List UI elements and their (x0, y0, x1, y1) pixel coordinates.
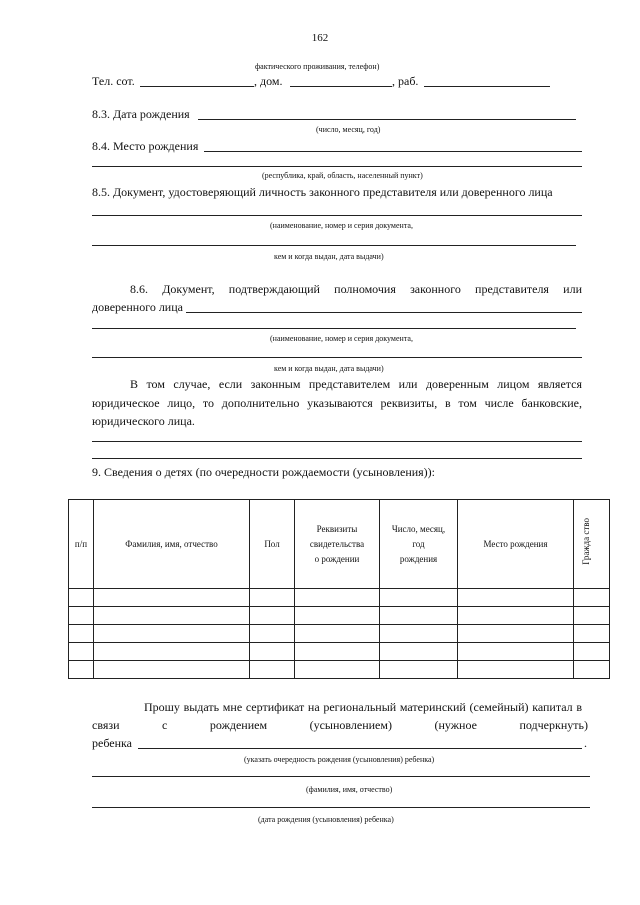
table-cell[interactable] (574, 625, 610, 643)
legal-entity-line-1: В том случае, если законным представителем или доверенным лицом является (130, 377, 582, 391)
table-row (69, 643, 610, 661)
table-cell[interactable] (458, 643, 574, 661)
table-row (69, 589, 610, 607)
child-order-hint: (указать очередность рождения (усыновления) ребенка) (244, 755, 435, 764)
request-word: подчеркнуть) (519, 718, 588, 732)
children-section-title: 9. Сведения о детях (по очередности рождаемости (усыновления)): (92, 465, 436, 479)
birth-place-label: 8.4. Место рождения (92, 139, 199, 153)
table-cell[interactable] (295, 625, 380, 643)
request-word: рождением (209, 718, 268, 732)
request-word: (усыновлением) (309, 718, 392, 732)
header-place: Место рождения (458, 500, 574, 589)
table-cell[interactable] (250, 661, 295, 679)
legal-entity-field-2[interactable] (92, 458, 582, 459)
authority-doc-hint-2: кем и когда выдан, дата выдачи) (274, 364, 384, 373)
children-table-header (69, 500, 610, 589)
table-cell[interactable] (69, 661, 94, 679)
birth-place-field[interactable] (204, 151, 582, 152)
authority-doc-field[interactable] (186, 312, 582, 313)
header-fio: Фамилия, имя, отчество (94, 500, 250, 589)
identity-doc-field-2[interactable] (92, 245, 576, 246)
table-cell[interactable] (94, 643, 250, 661)
request-line-3-end: . (584, 736, 587, 750)
header-cert-line-2: свидетельства (309, 538, 365, 549)
table-cell[interactable] (380, 625, 458, 643)
legal-entity-line-2: юридическое лицо, то дополнительно указываются реквизиты, в том числе банковские, (92, 396, 582, 410)
birth-date-field[interactable] (198, 119, 576, 120)
authority-doc-line-1: 8.6. Документ, подтверждающий полномочия законного представителя или (130, 282, 582, 296)
authority-doc-field-3[interactable] (92, 357, 582, 358)
birth-date-label: 8.3. Дата рождения (92, 107, 190, 121)
table-row (69, 661, 610, 679)
table-cell[interactable] (94, 625, 250, 643)
table-row (69, 607, 610, 625)
request-line-2 (92, 718, 588, 732)
birth-date-hint: (число, месяц, год) (316, 125, 381, 134)
home-phone-field[interactable] (290, 86, 392, 87)
mobile-phone-field[interactable] (140, 86, 254, 87)
child-fio-hint: (фамилия, имя, отчество) (306, 785, 393, 794)
request-line-3: ребенка (92, 736, 132, 750)
header-cert (295, 500, 380, 589)
header-cert-line-3: о рождении (314, 553, 360, 564)
table-cell[interactable] (69, 625, 94, 643)
table-cell[interactable] (94, 607, 250, 625)
work-phone-field[interactable] (424, 86, 550, 87)
request-word: с (162, 718, 168, 732)
table-cell[interactable] (574, 661, 610, 679)
table-cell[interactable] (380, 589, 458, 607)
table-cell[interactable] (69, 589, 94, 607)
table-cell[interactable] (458, 589, 574, 607)
table-cell[interactable] (295, 661, 380, 679)
table-cell[interactable] (94, 661, 250, 679)
identity-doc-label: 8.5. Документ, удостоверяющий личность законного представителя или доверенного лица (92, 185, 553, 199)
header-cert-line-1: Реквизиты (316, 523, 358, 534)
table-cell[interactable] (69, 643, 94, 661)
table-cell[interactable] (458, 607, 574, 625)
header-date-line-3: рождения (399, 553, 438, 564)
header-sex: Пол (250, 500, 295, 589)
authority-doc-line-2: доверенного лица (92, 300, 183, 314)
table-cell[interactable] (250, 643, 295, 661)
authority-doc-field-2[interactable] (92, 328, 576, 329)
work-phone-label: , раб. (392, 74, 419, 88)
header-citizenship (574, 500, 610, 589)
table-cell[interactable] (380, 661, 458, 679)
table-cell[interactable] (250, 589, 295, 607)
home-phone-label: , дом. (254, 74, 283, 88)
legal-entity-field[interactable] (92, 441, 582, 442)
children-table (68, 499, 610, 679)
birth-place-field-2[interactable] (92, 166, 582, 167)
request-word: (нужное (434, 718, 477, 732)
table-cell[interactable] (380, 607, 458, 625)
authority-doc-hint-1: (наименование, номер и серия документа, (270, 334, 413, 343)
child-date-hint: (дата рождения (усыновления) ребенка) (258, 815, 394, 824)
child-order-field[interactable] (138, 748, 582, 749)
table-row (69, 625, 610, 643)
table-cell[interactable] (458, 661, 574, 679)
legal-entity-line-3: юридического лица. (92, 414, 195, 428)
identity-doc-hint-2: кем и когда выдан, дата выдачи) (274, 252, 384, 261)
table-cell[interactable] (458, 625, 574, 643)
child-date-field[interactable] (92, 807, 590, 808)
table-cell[interactable] (574, 607, 610, 625)
table-cell[interactable] (250, 607, 295, 625)
request-line-1: Прошу выдать мне сертификат на региональный материнский (семейный) капитал в (144, 700, 582, 714)
table-cell[interactable] (295, 643, 380, 661)
table-cell[interactable] (574, 643, 610, 661)
header-date-line-1: Число, месяц, (391, 523, 446, 534)
child-fio-field[interactable] (92, 776, 590, 777)
table-cell[interactable] (250, 625, 295, 643)
table-cell[interactable] (574, 589, 610, 607)
mobile-phone-label: Тел. сот. (92, 74, 135, 88)
header-citizenship-text: Гражда ство (580, 518, 591, 565)
table-cell[interactable] (295, 607, 380, 625)
table-cell[interactable] (94, 589, 250, 607)
request-word: связи (92, 718, 120, 732)
page-number: 162 (311, 32, 329, 44)
identity-doc-hint-1: (наименование, номер и серия документа, (270, 221, 413, 230)
residence-caption: фактического проживания, телефон) (255, 62, 380, 71)
birth-place-hint: (республика, край, область, населенный пункт) (262, 171, 423, 180)
header-date-line-2: год (412, 538, 425, 549)
table-cell[interactable] (295, 589, 380, 607)
header-num: п/п (69, 500, 94, 589)
table-cell[interactable] (380, 643, 458, 661)
header-date (380, 500, 458, 589)
identity-doc-field[interactable] (92, 215, 582, 216)
table-cell[interactable] (69, 607, 94, 625)
